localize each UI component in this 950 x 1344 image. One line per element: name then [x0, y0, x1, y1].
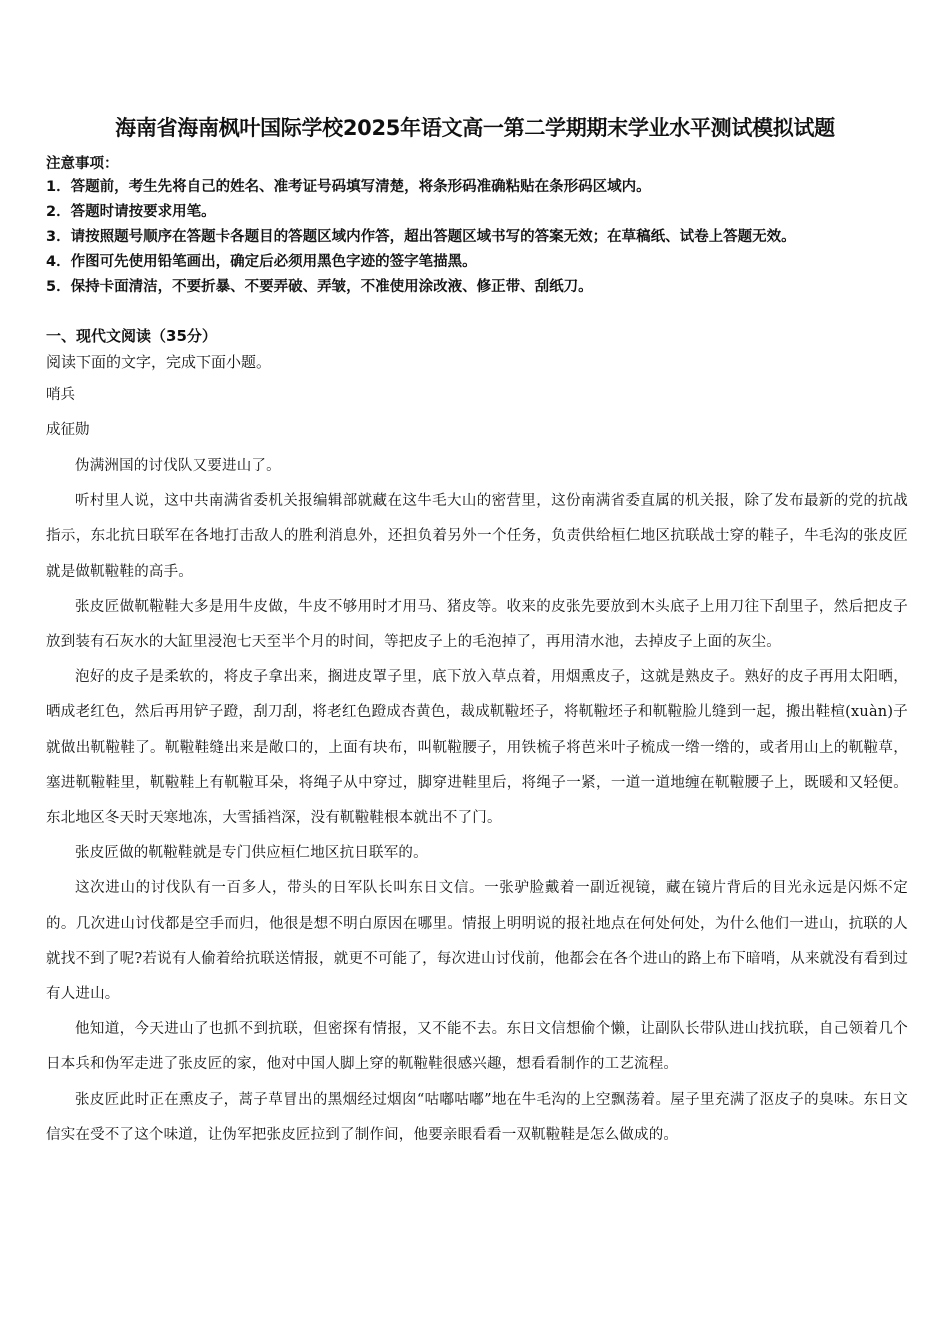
- story-paragraph: 泡好的皮子是柔软的，将皮子拿出来，搁进皮罩子里，底下放入草点着，用烟熏皮子，这就是熟皮子。熟好的皮子再用太阳晒，晒成老红色，然后再用铲子蹬，刮刀刮，将老红色蹬成杏黄色，裁成靰鞡坯子，将靰鞡坯子和靰鞡脸儿缝到一起，搬出鞋楦(xuàn)子就做出靰鞡鞋了。靰鞡鞋缝出来是敞口的，上面有块布，叫靰鞡腰子，用铁梳子将芭米叶子梳成一绺一绺的，或者用山上的靰鞡草，塞进靰鞡鞋里，靰鞡鞋上有靰鞡耳朵，将绳子从中穿过，脚穿进鞋里后，将绳子一紧，一道一道地缠在靰鞡腰子上，既暖和又轻便。东北地区冬天时天寒地冻，大雪插裆深，没有靰鞡鞋根本就出不了门。: [46, 669, 908, 827]
- story-title: 哨兵: [46, 387, 75, 403]
- exam-title: 海南省海南枫叶国际学校2025年语文高一第二学期期末学业水平测试模拟试题: [115, 116, 835, 140]
- notice-item: 1．答题前，考生先将自己的姓名、准考证号码填写清楚，将条形码准确粘贴在条形码区域内。: [46, 179, 651, 195]
- notice-heading: 注意事项：: [46, 156, 119, 172]
- notice-item: 2．答题时请按要求用笔。: [46, 204, 216, 220]
- story-paragraph: 这次进山的讨伐队有一百多人，带头的日军队长叫东日文信。一张驴脸戴着一副近视镜，藏在镜片背后的目光永远是闪烁不定的。几次进山讨伐都是空手而归，他很是想不明白原因在哪里。情报上明明说的报社地点在何处何处，为什么他们一进山，抗联的人就找不到了呢?若说有人偷着给抗联送情报，就更不可能了，每次进山讨伐前，他都会在各个进山的路上布下暗哨，从来就没有看到过有人进山。: [46, 880, 908, 1003]
- notice-item: 3．请按照题号顺序在答题卡各题目的答题区域内作答，超出答题区域书写的答案无效；在草稿纸、试卷上答题无效。: [46, 229, 796, 245]
- section-heading: 一、现代文阅读（35分）: [46, 327, 217, 345]
- story-paragraph: 听村里人说，这中共南满省委机关报编辑部就藏在这牛毛大山的密营里，这份南满省委直属的机关报，除了发布最新的党的抗战指示，东北抗日联军在各地打击敌人的胜利消息外，还担负着另外一个任务，负责供给桓仁地区抗联战士穿的鞋子，牛毛沟的张皮匠就是做靰鞡鞋的高手。: [46, 493, 908, 580]
- story-paragraph: 张皮匠做靰鞡鞋大多是用牛皮做，牛皮不够用时才用马、猪皮等。收来的皮张先要放到木头底子上用刀往下刮里子，然后把皮子放到装有石灰水的大缸里浸泡七天至半个月的时间，等把皮子上的毛泡掉了，再用清水池，去掉皮子上面的灰尘。: [46, 598, 908, 651]
- story-author: 成征勋: [46, 422, 90, 438]
- story-paragraph: 伪满洲国的讨伐队又要进山了。: [75, 458, 281, 474]
- notice-list: [46, 176, 916, 301]
- story-paragraph: 他知道，今天进山了也抓不到抗联，但密探有情报，又不能不去。东日文信想偷个懒，让副队长带队进山找抗联，自己领着几个日本兵和伪军走进了张皮匠的家，他对中国人脚上穿的靰鞡鞋很感兴趣，想看看制作的工艺流程。: [46, 1021, 908, 1073]
- section-instruction: 阅读下面的文字，完成下面小题。: [46, 353, 272, 371]
- notice-item: 4．作图可先使用铅笔画出，确定后必须用黑色字迹的签字笔描黑。: [46, 254, 477, 270]
- story-body: [46, 449, 908, 1153]
- notice-item: 5．保持卡面清洁，不要折暴、不要弄破、弄皱，不准使用涂改液、修正带、刮纸刀。: [46, 279, 593, 295]
- story-paragraph: 张皮匠此时正在熏皮子，蒿子草冒出的黑烟经过烟囱“咕嘟咕嘟”地在牛毛沟的上空飘荡着。屋子里充满了沤皮子的臭味。东日文信实在受不了这个味道，让伪军把张皮匠拉到了制作间，他要亲眼看看一双靰鞡鞋是怎么做成的。: [46, 1091, 908, 1143]
- story-paragraph: 张皮匠做的靰鞡鞋就是专门供应桓仁地区抗日联军的。: [75, 845, 428, 862]
